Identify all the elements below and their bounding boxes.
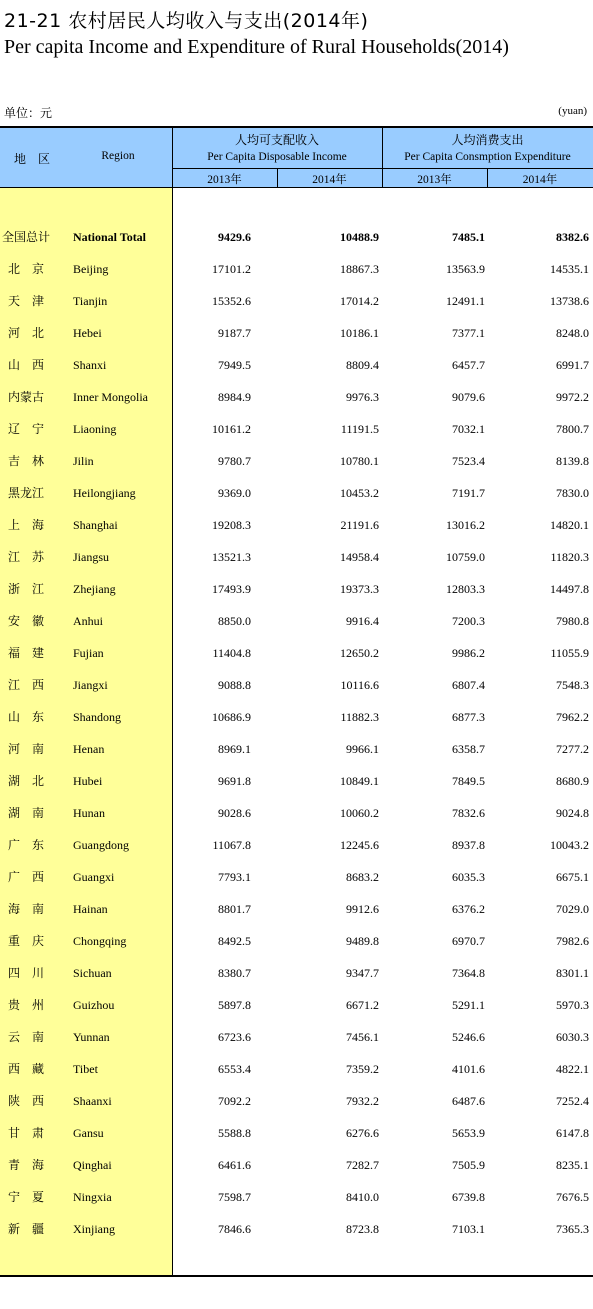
row-income-2013: 9187.7 bbox=[218, 326, 251, 340]
row-region-cn: 山 东 bbox=[8, 710, 45, 724]
row-income-2014: 10488.9 bbox=[340, 230, 379, 244]
row-region-cn: 天 津 bbox=[8, 294, 45, 308]
row-expenditure-2014: 7962.2 bbox=[556, 710, 589, 724]
row-expenditure-2014: 8248.0 bbox=[556, 326, 589, 340]
row-region-en: Xinjiang bbox=[73, 1222, 115, 1236]
table-row bbox=[0, 701, 593, 733]
row-expenditure-2014: 13738.6 bbox=[550, 294, 589, 308]
row-income-2013: 15352.6 bbox=[212, 294, 251, 308]
row-region-cn: 河 北 bbox=[8, 326, 45, 340]
row-expenditure-2013: 9079.6 bbox=[452, 390, 485, 404]
row-expenditure-2014: 7800.7 bbox=[556, 422, 589, 436]
table-row bbox=[0, 733, 593, 765]
row-region-en: Yunnan bbox=[73, 1030, 110, 1044]
row-income-2014: 11191.5 bbox=[340, 422, 379, 436]
row-income-2013: 9088.8 bbox=[218, 678, 251, 692]
row-expenditure-2014: 10043.2 bbox=[550, 838, 589, 852]
row-region-en: Hainan bbox=[73, 902, 108, 916]
row-region-cn: 辽 宁 bbox=[8, 422, 45, 436]
row-region-en: Qinghai bbox=[73, 1158, 112, 1172]
table-row bbox=[0, 445, 593, 477]
row-income-2013: 5897.8 bbox=[218, 998, 251, 1012]
row-expenditure-2013: 5653.9 bbox=[452, 1126, 485, 1140]
unit-label-en: (yuan) bbox=[558, 105, 587, 117]
table-top-rule bbox=[0, 126, 593, 128]
row-income-2014: 10453.2 bbox=[340, 486, 379, 500]
table-row bbox=[0, 349, 593, 381]
row-region-cn: 重 庆 bbox=[8, 934, 45, 948]
row-region-cn: 黑龙江 bbox=[8, 486, 45, 500]
table-row bbox=[0, 861, 593, 893]
row-expenditure-2014: 6675.1 bbox=[556, 870, 589, 884]
row-income-2014: 7932.2 bbox=[346, 1094, 379, 1108]
row-income-2013: 8801.7 bbox=[218, 902, 251, 916]
row-income-2014: 7456.1 bbox=[346, 1030, 379, 1044]
table-row bbox=[0, 541, 593, 573]
row-income-2014: 7282.7 bbox=[346, 1158, 379, 1172]
row-region-cn: 江 西 bbox=[8, 678, 45, 692]
row-expenditure-2014: 7980.8 bbox=[556, 614, 589, 628]
row-income-2013: 11404.8 bbox=[212, 646, 251, 660]
row-expenditure-2013: 7377.1 bbox=[452, 326, 485, 340]
table-row bbox=[0, 253, 593, 285]
row-income-2014: 17014.2 bbox=[340, 294, 379, 308]
row-region-cn: 陕 西 bbox=[8, 1094, 45, 1108]
row-expenditure-2013: 7103.1 bbox=[452, 1222, 485, 1236]
row-expenditure-2014: 7548.3 bbox=[556, 678, 589, 692]
row-expenditure-2013: 6035.3 bbox=[452, 870, 485, 884]
row-income-2013: 8984.9 bbox=[218, 390, 251, 404]
row-income-2014: 10186.1 bbox=[340, 326, 379, 340]
row-expenditure-2013: 6457.7 bbox=[452, 358, 485, 372]
header-income-en: Per Capita Disposable Income bbox=[207, 151, 347, 163]
row-region-en: Jilin bbox=[73, 454, 94, 468]
row-income-2014: 10116.6 bbox=[340, 678, 379, 692]
row-expenditure-2013: 6807.4 bbox=[452, 678, 485, 692]
header-income-2013: 2013年 bbox=[207, 174, 242, 186]
row-expenditure-2013: 6358.7 bbox=[452, 742, 485, 756]
row-expenditure-2013: 13563.9 bbox=[446, 262, 485, 276]
table-bottom-rule bbox=[0, 1275, 593, 1277]
row-region-cn: 安 徽 bbox=[8, 614, 45, 628]
row-region-en: Heilongjiang bbox=[73, 486, 136, 500]
row-income-2013: 19208.3 bbox=[212, 518, 251, 532]
row-region-en: Gansu bbox=[73, 1126, 104, 1140]
row-region-cn: 青 海 bbox=[8, 1158, 45, 1172]
table-row bbox=[0, 573, 593, 605]
row-region-cn: 湖 南 bbox=[8, 806, 45, 820]
row-income-2014: 12650.2 bbox=[340, 646, 379, 660]
row-income-2013: 8492.5 bbox=[218, 934, 251, 948]
table-row bbox=[0, 765, 593, 797]
table-row bbox=[0, 285, 593, 317]
row-expenditure-2014: 14497.8 bbox=[550, 582, 589, 596]
row-region-cn: 江 苏 bbox=[8, 550, 45, 564]
row-region-cn: 广 西 bbox=[8, 870, 45, 884]
row-region-cn: 北 京 bbox=[8, 262, 45, 276]
row-expenditure-2013: 10759.0 bbox=[446, 550, 485, 564]
row-income-2014: 9489.8 bbox=[346, 934, 379, 948]
row-income-2014: 7359.2 bbox=[346, 1062, 379, 1076]
table-row bbox=[0, 797, 593, 829]
row-income-2014: 9912.6 bbox=[346, 902, 379, 916]
row-income-2013: 6461.6 bbox=[218, 1158, 251, 1172]
row-income-2013: 7949.5 bbox=[218, 358, 251, 372]
row-income-2013: 6553.4 bbox=[218, 1062, 251, 1076]
row-income-2013: 9691.8 bbox=[218, 774, 251, 788]
row-income-2014: 6276.6 bbox=[346, 1126, 379, 1140]
row-income-2013: 7092.2 bbox=[218, 1094, 251, 1108]
row-expenditure-2014: 14820.1 bbox=[550, 518, 589, 532]
row-income-2014: 9916.4 bbox=[346, 614, 379, 628]
row-region-cn: 西 藏 bbox=[8, 1062, 45, 1076]
table-row bbox=[0, 1181, 593, 1213]
table-row bbox=[0, 317, 593, 349]
row-income-2014: 18867.3 bbox=[340, 262, 379, 276]
row-expenditure-2014: 14535.1 bbox=[550, 262, 589, 276]
row-region-en: Hebei bbox=[73, 326, 102, 340]
table-row bbox=[0, 637, 593, 669]
row-income-2014: 11882.3 bbox=[340, 710, 379, 724]
header-expenditure-en: Per Capita Consmption Expenditure bbox=[404, 151, 571, 163]
row-region-cn: 全国总计 bbox=[2, 230, 51, 244]
row-expenditure-2013: 7364.8 bbox=[452, 966, 485, 980]
row-expenditure-2014: 8301.1 bbox=[556, 966, 589, 980]
header-income-cn: 人均可支配收入 bbox=[234, 133, 319, 147]
row-region-en: Tibet bbox=[73, 1062, 98, 1076]
row-expenditure-2013: 9986.2 bbox=[452, 646, 485, 660]
row-expenditure-2014: 7982.6 bbox=[556, 934, 589, 948]
row-region-en: Tianjin bbox=[73, 294, 108, 308]
header-income-2014: 2014年 bbox=[312, 174, 347, 186]
row-income-2014: 10060.2 bbox=[340, 806, 379, 820]
header-region-en: Region bbox=[101, 150, 135, 162]
row-income-2013: 5588.8 bbox=[218, 1126, 251, 1140]
row-income-2014: 10849.1 bbox=[340, 774, 379, 788]
row-expenditure-2013: 7191.7 bbox=[452, 486, 485, 500]
table-row bbox=[0, 1117, 593, 1149]
row-expenditure-2013: 13016.2 bbox=[446, 518, 485, 532]
table-row bbox=[0, 957, 593, 989]
row-expenditure-2013: 6739.8 bbox=[452, 1190, 485, 1204]
table-row bbox=[0, 1085, 593, 1117]
row-income-2013: 11067.8 bbox=[212, 838, 251, 852]
row-expenditure-2014: 11055.9 bbox=[550, 646, 589, 660]
row-income-2013: 8850.0 bbox=[218, 614, 251, 628]
row-expenditure-2013: 7832.6 bbox=[452, 806, 485, 820]
row-income-2013: 17493.9 bbox=[212, 582, 251, 596]
row-expenditure-2014: 8382.6 bbox=[556, 230, 589, 244]
row-income-2013: 7846.6 bbox=[218, 1222, 251, 1236]
table-row bbox=[0, 1053, 593, 1085]
row-region-en: Sichuan bbox=[73, 966, 112, 980]
row-expenditure-2014: 7676.5 bbox=[556, 1190, 589, 1204]
row-expenditure-2014: 7830.0 bbox=[556, 486, 589, 500]
row-region-en: Jiangxi bbox=[73, 678, 108, 692]
row-income-2014: 6671.2 bbox=[346, 998, 379, 1012]
row-expenditure-2013: 4101.6 bbox=[452, 1062, 485, 1076]
row-region-cn: 贵 州 bbox=[8, 998, 45, 1012]
row-region-en: Shandong bbox=[73, 710, 121, 724]
row-region-en: Henan bbox=[73, 742, 105, 756]
header-expenditure-2013: 2013年 bbox=[417, 174, 452, 186]
row-expenditure-2013: 5291.1 bbox=[452, 998, 485, 1012]
row-expenditure-2014: 11820.3 bbox=[550, 550, 589, 564]
row-income-2014: 10780.1 bbox=[340, 454, 379, 468]
row-region-en: Anhui bbox=[73, 614, 103, 628]
row-income-2013: 13521.3 bbox=[212, 550, 251, 564]
row-expenditure-2013: 7032.1 bbox=[452, 422, 485, 436]
row-region-cn: 云 南 bbox=[8, 1030, 45, 1044]
row-expenditure-2014: 6030.3 bbox=[556, 1030, 589, 1044]
row-expenditure-2013: 7849.5 bbox=[452, 774, 485, 788]
row-region-cn: 上 海 bbox=[8, 518, 45, 532]
row-expenditure-2014: 7252.4 bbox=[556, 1094, 589, 1108]
row-expenditure-2013: 7485.1 bbox=[452, 230, 485, 244]
header-region-cn: 地 区 bbox=[13, 152, 50, 166]
row-expenditure-2014: 8680.9 bbox=[556, 774, 589, 788]
row-expenditure-2013: 12803.3 bbox=[446, 582, 485, 596]
row-region-cn: 内蒙古 bbox=[8, 390, 45, 404]
row-income-2014: 19373.3 bbox=[340, 582, 379, 596]
row-expenditure-2014: 8235.1 bbox=[556, 1158, 589, 1172]
row-income-2013: 9429.6 bbox=[218, 230, 251, 244]
row-income-2014: 8723.8 bbox=[346, 1222, 379, 1236]
row-expenditure-2013: 6877.3 bbox=[452, 710, 485, 724]
header-bottom-rule bbox=[0, 187, 593, 188]
unit-label-cn: 单位：元 bbox=[4, 106, 53, 120]
header-expenditure-2014: 2014年 bbox=[522, 174, 558, 186]
row-expenditure-2013: 5246.6 bbox=[452, 1030, 485, 1044]
row-expenditure-2014: 7365.3 bbox=[556, 1222, 589, 1236]
row-expenditure-2014: 6991.7 bbox=[556, 358, 589, 372]
row-income-2014: 21191.6 bbox=[340, 518, 379, 532]
row-region-en: Jiangsu bbox=[73, 550, 109, 564]
table-title-cn: 21-21 农村居民人均收入与支出(2014年) bbox=[4, 10, 369, 32]
row-income-2013: 8380.7 bbox=[218, 966, 251, 980]
table-row bbox=[0, 1021, 593, 1053]
row-income-2014: 14958.4 bbox=[340, 550, 379, 564]
row-income-2013: 7793.1 bbox=[218, 870, 251, 884]
row-region-en: Ningxia bbox=[73, 1190, 112, 1204]
row-expenditure-2013: 8937.8 bbox=[452, 838, 485, 852]
header-expenditure-cn: 人均消费支出 bbox=[451, 133, 524, 147]
row-expenditure-2014: 5970.3 bbox=[556, 998, 589, 1012]
row-region-en: Chongqing bbox=[73, 934, 127, 948]
row-region-en: Guizhou bbox=[73, 998, 115, 1012]
table-row bbox=[0, 605, 593, 637]
row-region-cn: 湖 北 bbox=[8, 774, 45, 788]
row-region-en: Hunan bbox=[73, 806, 105, 820]
row-income-2013: 8969.1 bbox=[218, 742, 251, 756]
row-expenditure-2014: 9972.2 bbox=[556, 390, 589, 404]
row-expenditure-2013: 7523.4 bbox=[452, 454, 485, 468]
row-expenditure-2014: 7277.2 bbox=[556, 742, 589, 756]
row-region-cn: 新 疆 bbox=[8, 1222, 45, 1236]
row-expenditure-2013: 7200.3 bbox=[452, 614, 485, 628]
row-region-cn: 海 南 bbox=[8, 902, 45, 916]
row-income-2013: 17101.2 bbox=[212, 262, 251, 276]
row-expenditure-2013: 12491.1 bbox=[446, 294, 485, 308]
row-region-en: Guangxi bbox=[73, 870, 115, 884]
row-income-2014: 9976.3 bbox=[346, 390, 379, 404]
table-row-national-total bbox=[0, 221, 593, 253]
row-region-cn: 广 东 bbox=[8, 838, 45, 852]
row-income-2014: 12245.6 bbox=[340, 838, 379, 852]
table-row bbox=[0, 1149, 593, 1181]
row-income-2014: 8809.4 bbox=[346, 358, 379, 372]
row-expenditure-2013: 6487.6 bbox=[452, 1094, 485, 1108]
row-region-en: Shanghai bbox=[73, 518, 118, 532]
row-income-2013: 6723.6 bbox=[218, 1030, 251, 1044]
row-expenditure-2013: 6970.7 bbox=[452, 934, 485, 948]
row-region-cn: 甘 肃 bbox=[8, 1126, 45, 1140]
row-income-2014: 8410.0 bbox=[346, 1190, 379, 1204]
row-income-2014: 9347.7 bbox=[346, 966, 379, 980]
row-region-en: Fujian bbox=[73, 646, 104, 660]
row-expenditure-2014: 9024.8 bbox=[556, 806, 589, 820]
row-region-cn: 宁 夏 bbox=[8, 1190, 45, 1204]
row-region-en: National Total bbox=[73, 230, 147, 244]
table-row bbox=[0, 509, 593, 541]
row-region-cn: 浙 江 bbox=[8, 582, 45, 596]
table-row bbox=[0, 893, 593, 925]
row-expenditure-2013: 7505.9 bbox=[452, 1158, 485, 1172]
row-income-2013: 10161.2 bbox=[212, 422, 251, 436]
row-income-2013: 10686.9 bbox=[212, 710, 251, 724]
row-region-en: Inner Mongolia bbox=[73, 390, 148, 404]
row-expenditure-2014: 7029.0 bbox=[556, 902, 589, 916]
row-region-cn: 山 西 bbox=[8, 358, 45, 372]
row-region-en: Shanxi bbox=[73, 358, 107, 372]
table-row bbox=[0, 829, 593, 861]
row-income-2013: 9780.7 bbox=[218, 454, 251, 468]
row-income-2013: 7598.7 bbox=[218, 1190, 251, 1204]
row-region-en: Zhejiang bbox=[73, 582, 116, 596]
row-region-en: Beijing bbox=[73, 262, 109, 276]
row-region-cn: 福 建 bbox=[8, 646, 45, 660]
row-expenditure-2014: 4822.1 bbox=[556, 1062, 589, 1076]
row-income-2013: 9369.0 bbox=[218, 486, 251, 500]
table-row bbox=[0, 477, 593, 509]
row-income-2014: 9966.1 bbox=[346, 742, 379, 756]
table-row bbox=[0, 925, 593, 957]
row-region-en: Shaanxi bbox=[73, 1094, 112, 1108]
table-row bbox=[0, 989, 593, 1021]
row-region-en: Guangdong bbox=[73, 838, 129, 852]
table-row bbox=[0, 413, 593, 445]
table-row bbox=[0, 381, 593, 413]
table-row bbox=[0, 669, 593, 701]
table-row bbox=[0, 1213, 593, 1245]
row-expenditure-2014: 6147.8 bbox=[556, 1126, 589, 1140]
row-region-en: Hubei bbox=[73, 774, 103, 788]
row-region-en: Liaoning bbox=[73, 422, 117, 436]
row-expenditure-2014: 8139.8 bbox=[556, 454, 589, 468]
row-income-2013: 9028.6 bbox=[218, 806, 251, 820]
row-region-cn: 吉 林 bbox=[8, 454, 45, 468]
row-income-2014: 8683.2 bbox=[346, 870, 379, 884]
row-region-cn: 河 南 bbox=[8, 742, 45, 756]
row-expenditure-2013: 6376.2 bbox=[452, 902, 485, 916]
row-region-cn: 四 川 bbox=[8, 966, 45, 980]
table-title-en: Per capita Income and Expenditure of Rural Households(2014) bbox=[4, 36, 509, 58]
